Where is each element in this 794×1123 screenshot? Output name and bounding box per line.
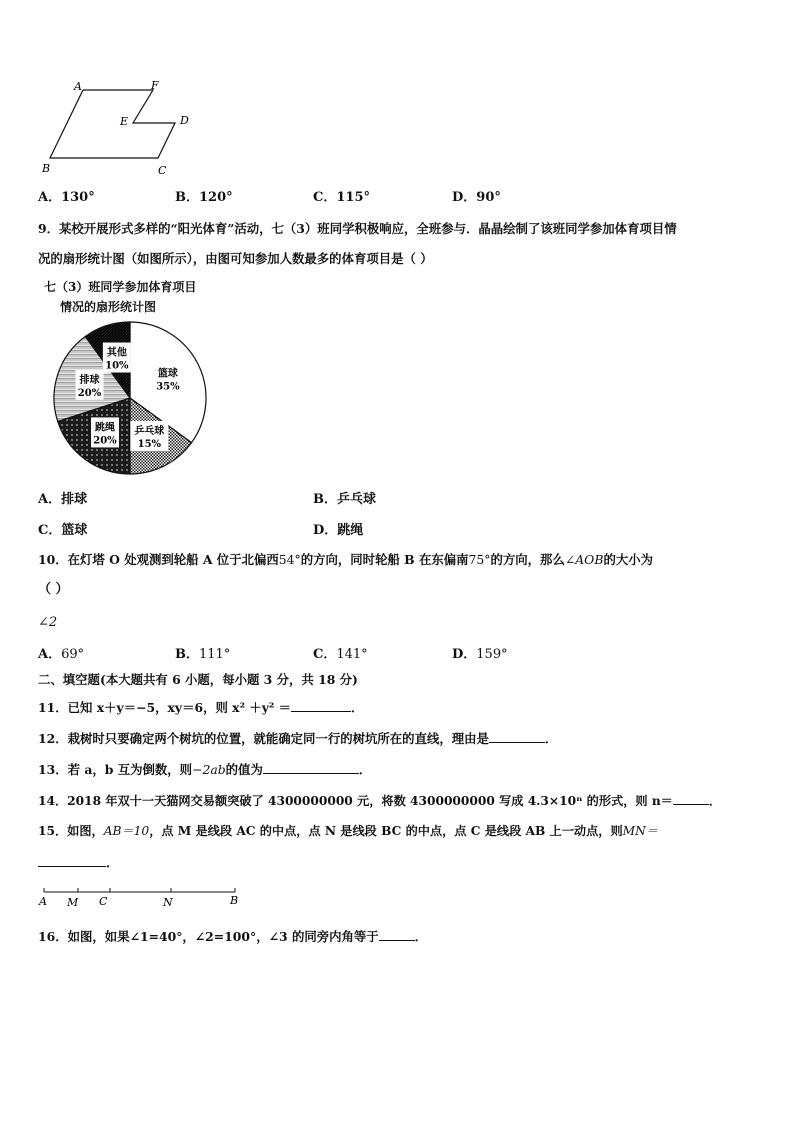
pie-category-label: 其他 [106,347,127,359]
q14-answer-blank[interactable] [673,791,709,805]
pie-label-jumprope [91,417,119,447]
q11-answer-blank[interactable] [291,698,351,712]
q14-text: 14．2018 年双十一天猫网交易额突破了 4300000000 元，将数 4300000000 写成 4.3×10ⁿ 的形式，则 n＝ ． [38,791,721,810]
point-label-B: B [230,894,239,907]
segment-figure [36,884,246,910]
pie-chart [50,318,210,478]
q15-answer-blank[interactable] [38,853,106,867]
pie-label-pingpong [130,421,168,451]
label-F: F [151,79,159,92]
q16-text: 16．如图，如果∠1=40°，∠2=100°，∠3 的同旁内角等于 ． [38,929,428,944]
q15-text-line2: ． [38,853,119,873]
q10-option-b[interactable]: B．111° [175,647,231,662]
q13-text: 13．若 a，b 互为倒数，则−2ab的值为 ． [38,762,372,777]
parallelogram-figure [38,78,208,178]
pie-label-basketball [156,367,180,393]
label-E: E [120,115,129,128]
q9-text-line2: 况的扇形统计图（如图所示），由图可知参加人数最多的体育项目是（ ） [38,251,433,266]
q10-option-d[interactable]: D．159° [452,647,508,662]
pie-value-label: 10% [105,360,129,372]
q9-option-a[interactable]: A．排球 [38,492,88,507]
q9-option-d[interactable]: D．跳绳 [313,523,364,538]
q9-option-c[interactable]: C．篮球 [38,523,88,538]
q12-text: 12．栽树时只要确定两个树坑的位置，就能确定同一行的树坑所在的直线，理由是 ． [38,731,558,746]
point-label-A: A [39,895,47,908]
pie-value-label: 20% [93,435,117,447]
q15-text-line1: 15．如图，AB＝10，点 M 是线段 AC 的中点，点 N 是线段 BC 的中点，点 C 是线段 AB 上一动点，则MN＝ [38,824,658,838]
pie-category-label: 乒乓球 [134,425,165,437]
label-D: D [180,114,189,127]
point-label-C: C [99,895,108,908]
point-label-M: M [67,896,79,909]
q10-angle-note: ∠2 [38,615,58,630]
pie-value-label: 15% [137,438,162,450]
q8-option-c[interactable]: C．115° [313,190,370,205]
point-label-N: N [163,896,173,909]
q8-option-d[interactable]: D．90° [452,190,501,205]
q10-option-c[interactable]: C．141° [313,647,368,662]
pie-chart-title-line2: 情况的扇形统计图 [60,300,157,314]
pie-chart-title-line1: 七（3）班同学参加体育项目 [44,280,197,294]
pie-value-label: 20% [77,387,102,399]
q9-text-line1: 9．某校开展形式多样的“阳光体育”活动，七（3）班同学积极响应，全班参与．晶晶绘制了该班同学参加体育项目情 [38,221,677,236]
pie-category-label: 篮球 [157,368,178,380]
pie-label-other [103,343,131,373]
q8-option-b[interactable]: B．120° [175,190,233,205]
label-C: C [158,164,167,177]
q10-text-line2: （ ） [38,582,69,597]
pie-category-label: 跳绳 [94,422,115,434]
q9-option-b[interactable]: B．乒乓球 [313,492,377,507]
q12-answer-blank[interactable] [489,729,545,743]
pie-label-volleyball [76,370,104,400]
q10-text-line1: 10．在灯塔 O 处观测到轮船 A 位于北偏西54°的方向，同时轮船 B 在东偏南75°的方向，那么∠AOB的大小为 [38,552,653,567]
label-B: B [42,162,51,175]
label-A: A [74,80,82,93]
section2-heading: 二、填空题(本大题共有 6 小题，每小题 3 分，共 18 分) [38,672,358,687]
pie-value-label: 35% [156,381,180,393]
q16-answer-blank[interactable] [379,927,415,941]
figure-outline [50,90,175,158]
pie-category-label: 排球 [79,374,100,386]
q11-text: 11．已知 x＋y＝−5，xy＝6，则 x² ＋y² ＝ ． [38,700,364,715]
q10-option-a[interactable]: A．69° [38,647,85,662]
q13-answer-blank[interactable] [263,760,359,774]
q8-option-a[interactable]: A．130° [38,190,95,205]
